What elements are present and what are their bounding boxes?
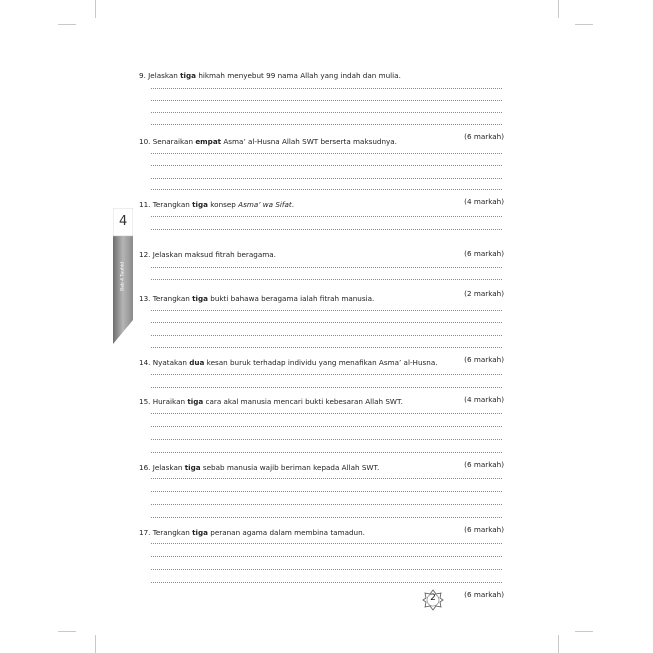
question-number: 11. (139, 200, 153, 209)
answer-line[interactable] (151, 229, 502, 230)
answer-line[interactable] (151, 556, 502, 557)
answer-line[interactable] (151, 189, 502, 190)
question-text-part: bukti bahawa beragama ialah fitrah manusia. (207, 294, 375, 303)
answer-line[interactable] (151, 310, 502, 311)
question-text-part: tiga (180, 71, 197, 80)
question-number: 12. (139, 250, 153, 259)
question-text-part: Asma’ al-Husna Allah SWT berserta maksudnya. (221, 137, 397, 146)
answer-line[interactable] (151, 517, 502, 518)
question-text-part: tiga (187, 397, 204, 406)
marks-label: (6 markah) (464, 355, 504, 364)
answer-line[interactable] (151, 387, 502, 388)
question-text-part: Terangkan (152, 294, 193, 303)
marks-label: (6 markah) (464, 132, 504, 141)
answer-line[interactable] (151, 335, 502, 336)
answer-line[interactable] (151, 569, 502, 570)
question-text-part: Nyatakan (152, 358, 190, 367)
question-text (139, 397, 517, 406)
question-text-part: konsep (207, 200, 239, 209)
question-text-part: Jelaskan (148, 71, 181, 80)
answer-line[interactable] (151, 279, 502, 280)
question-number: 13. (139, 294, 153, 303)
question-text (139, 200, 517, 209)
answer-line[interactable] (151, 439, 502, 440)
crop-mark (95, 635, 96, 653)
marks-label: (2 markah) (464, 289, 504, 298)
question-text-part: tiga (192, 294, 208, 303)
chapter-number: 4 (119, 214, 128, 229)
chapter-tab (113, 208, 133, 348)
marks-label: (6 markah) (464, 460, 504, 469)
question-text (139, 250, 517, 259)
answer-line[interactable] (151, 347, 502, 348)
question-number: 15. (139, 397, 153, 406)
crop-mark (575, 631, 593, 632)
question-text-part: empat (195, 137, 222, 146)
answer-line[interactable] (151, 582, 502, 583)
question-text-part: Terangkan (152, 200, 193, 209)
question-text-part: Senaraikan (152, 137, 196, 146)
question-text-part: Asma’ wa Sifat (238, 200, 292, 209)
question-text (139, 137, 517, 146)
crop-mark (575, 24, 593, 25)
answer-line[interactable] (151, 543, 502, 544)
answer-line[interactable] (151, 452, 502, 453)
question-text-part: hikmah menyebut 99 nama Allah yang indah dan mulia. (196, 71, 401, 80)
question-text-part: kesan buruk terhadap individu yang menafikan Asma’ al-Husna. (204, 358, 438, 367)
answer-line[interactable] (151, 478, 502, 479)
question-text-part: Terangkan (152, 528, 193, 537)
answer-line[interactable] (151, 267, 502, 268)
answer-line[interactable] (151, 124, 502, 125)
marks-label: (6 markah) (464, 590, 504, 599)
answer-line[interactable] (151, 165, 502, 166)
question-text-part: Jelaskan maksud fitrah beragama. (152, 250, 276, 259)
answer-line[interactable] (151, 413, 502, 414)
crop-mark (95, 0, 96, 18)
question-number: 9. (139, 71, 149, 80)
answer-line[interactable] (151, 491, 502, 492)
question-text-part: . (291, 200, 294, 209)
worksheet-page (113, 0, 566, 653)
marks-label: (4 markah) (464, 395, 504, 404)
page-number: 2 (430, 593, 436, 603)
question-text-part: peranan agama dalam membina tamadun. (207, 528, 365, 537)
page-number-badge (422, 589, 444, 611)
answer-line[interactable] (151, 153, 502, 154)
answer-line[interactable] (151, 374, 502, 375)
answer-line[interactable] (151, 426, 502, 427)
marks-label: (6 markah) (464, 525, 504, 534)
question-text-part: dua (189, 358, 205, 367)
answer-line[interactable] (151, 216, 502, 217)
question-text-part: tiga (192, 200, 208, 209)
question-number: 17. (139, 528, 153, 537)
question-text-part: tiga (184, 463, 201, 472)
marks-label: (4 markah) (464, 197, 504, 206)
marks-label: (6 markah) (464, 249, 504, 258)
question-text-part: Jelaskan (152, 463, 185, 472)
question-text-part: tiga (192, 528, 208, 537)
question-text-part: Huraikan (152, 397, 188, 406)
question-text (139, 294, 517, 303)
answer-line[interactable] (151, 88, 502, 89)
crop-mark (58, 24, 76, 25)
crop-mark (58, 631, 76, 632)
answer-line[interactable] (151, 504, 502, 505)
question-number: 14. (139, 358, 153, 367)
question-text-part: cara akal manusia mencari bukti kebesaran Allah SWT. (203, 397, 403, 406)
chapter-tab-label: Bab 4 Tauhid (120, 262, 126, 291)
question-text (139, 528, 517, 537)
question-number: 10. (139, 137, 153, 146)
question-text-part: sebab manusia wajib beriman kepada Allah SWT. (200, 463, 380, 472)
question-text (139, 463, 517, 472)
answer-line[interactable] (151, 322, 502, 323)
question-text (139, 358, 517, 367)
answer-line[interactable] (151, 100, 502, 101)
answer-line[interactable] (151, 112, 502, 113)
question-text (139, 71, 517, 80)
question-number: 16. (139, 463, 153, 472)
answer-line[interactable] (151, 178, 502, 179)
